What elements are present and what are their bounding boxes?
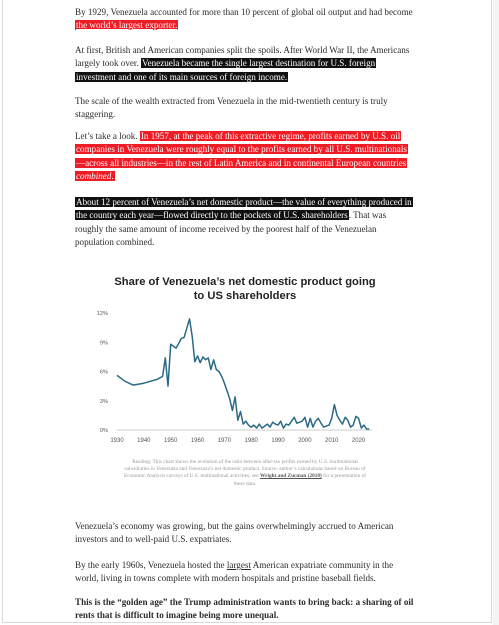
paragraph-text: Let’s take a look.: [75, 131, 140, 141]
y-tick-label: 12%: [96, 311, 108, 317]
x-tick-label: 1970: [217, 438, 232, 444]
x-tick-label: 2010: [325, 438, 339, 444]
chart-title-line-2: to US shareholders: [193, 290, 297, 302]
y-tick-label: 0%: [99, 428, 108, 434]
x-tick-label: 2000: [298, 438, 312, 444]
chart-caption: [120, 459, 370, 488]
article-paragraph-4: [75, 130, 415, 183]
article-paragraph-6: [75, 520, 415, 547]
x-tick-label: 1960: [190, 438, 205, 444]
highlight-12-percent: About 12 percent of Venezuela’s net domestic product—the value of everything produced in the country each year—flowed directly to the pockets of U.S. shareholders: [76, 197, 412, 221]
article-paragraph-7: [75, 559, 415, 586]
link-largest[interactable]: largest: [226, 560, 251, 570]
article-paragraph-8: [75, 596, 415, 623]
chart-title-line-1: Share of Venezuela’s net domestic product going: [114, 276, 376, 288]
y-tick-label: 9%: [99, 340, 108, 347]
x-tick-label: 1990: [271, 438, 285, 444]
paragraph-text: At first, British and American companies split the spoils. After World War II, the Americans largely took over.: [75, 45, 410, 69]
caption-link[interactable]: Wright and Zucman (2018): [259, 473, 322, 480]
x-tick-label: 1940: [137, 438, 151, 444]
highlight-foreign-investment: Venezuela became the single largest destination for U.S. foreign investment and one of its main sources of foreign income.: [76, 58, 376, 82]
article-paragraph-2: [75, 44, 415, 84]
x-tick-label: 1980: [244, 438, 258, 444]
x-tick-label: 2020: [351, 438, 366, 444]
paragraph-text: By 1929, Venezuela accounted for more than 10 percent of global oil output and had become: [75, 7, 413, 17]
paragraph-text: Venezuela’s economy was growing, but the gains overwhelmingly accrued to American investors and to well-paid U.S. expatriates.: [75, 521, 394, 545]
highlight-italic: combined: [76, 170, 112, 181]
paragraph-text: The scale of the wealth extracted from Venezuela in the mid-twentieth century is truly staggering.: [75, 96, 388, 120]
highlight-end: .: [111, 170, 114, 181]
paragraph-text: This is the “golden age” the Trump administration wants to bring back: a sharing of oil rents that is difficult to imagine being more unequal.: [75, 597, 414, 621]
article-paragraph-5: [75, 196, 415, 249]
article-paragraph-1: [75, 6, 415, 33]
paragraph-text: . That was roughly the same amount of income received by the poorest half of the Venezuelan population combined.: [75, 210, 387, 247]
chart-title: [75, 275, 415, 303]
caption-text: Reading: This chart shows the evolution of the ratio between after-tax profits earned by U.S. multinational subsidiaries in Venezuela and Venezuela’s net domestic product. Source: author’s calculations based on Bureau of Economic Analysis surveys of U.S. multinational activities; see: [124, 459, 366, 480]
scrollbar[interactable]: [493, 0, 499, 625]
article-paragraph-3: [75, 95, 415, 122]
highlight-text: In 1957, at the peak of this extractive regime, profits earned by U.S. oil companies in Venezuela were roughly equal to the profits earned by all U.S. multinationals—across all industries—in the rest of Latin America and in continental European countries: [76, 131, 407, 168]
caption-text-end: for a presentation of these data.: [233, 473, 366, 487]
paragraph-text: By the early 1960s, Venezuela hosted the: [75, 560, 227, 570]
y-tick-label: 6%: [99, 369, 108, 376]
highlight-link-largest-exporter[interactable]: the world’s largest exporter.: [76, 20, 178, 31]
y-tick-label: 3%: [99, 398, 108, 405]
x-tick-label: 1950: [164, 438, 178, 444]
x-tick-label: 1930: [110, 438, 124, 444]
paragraph-text-end: American expatriate community in the world, living in towns complete with modern hospitals and pristine baseball fields.: [75, 560, 394, 584]
